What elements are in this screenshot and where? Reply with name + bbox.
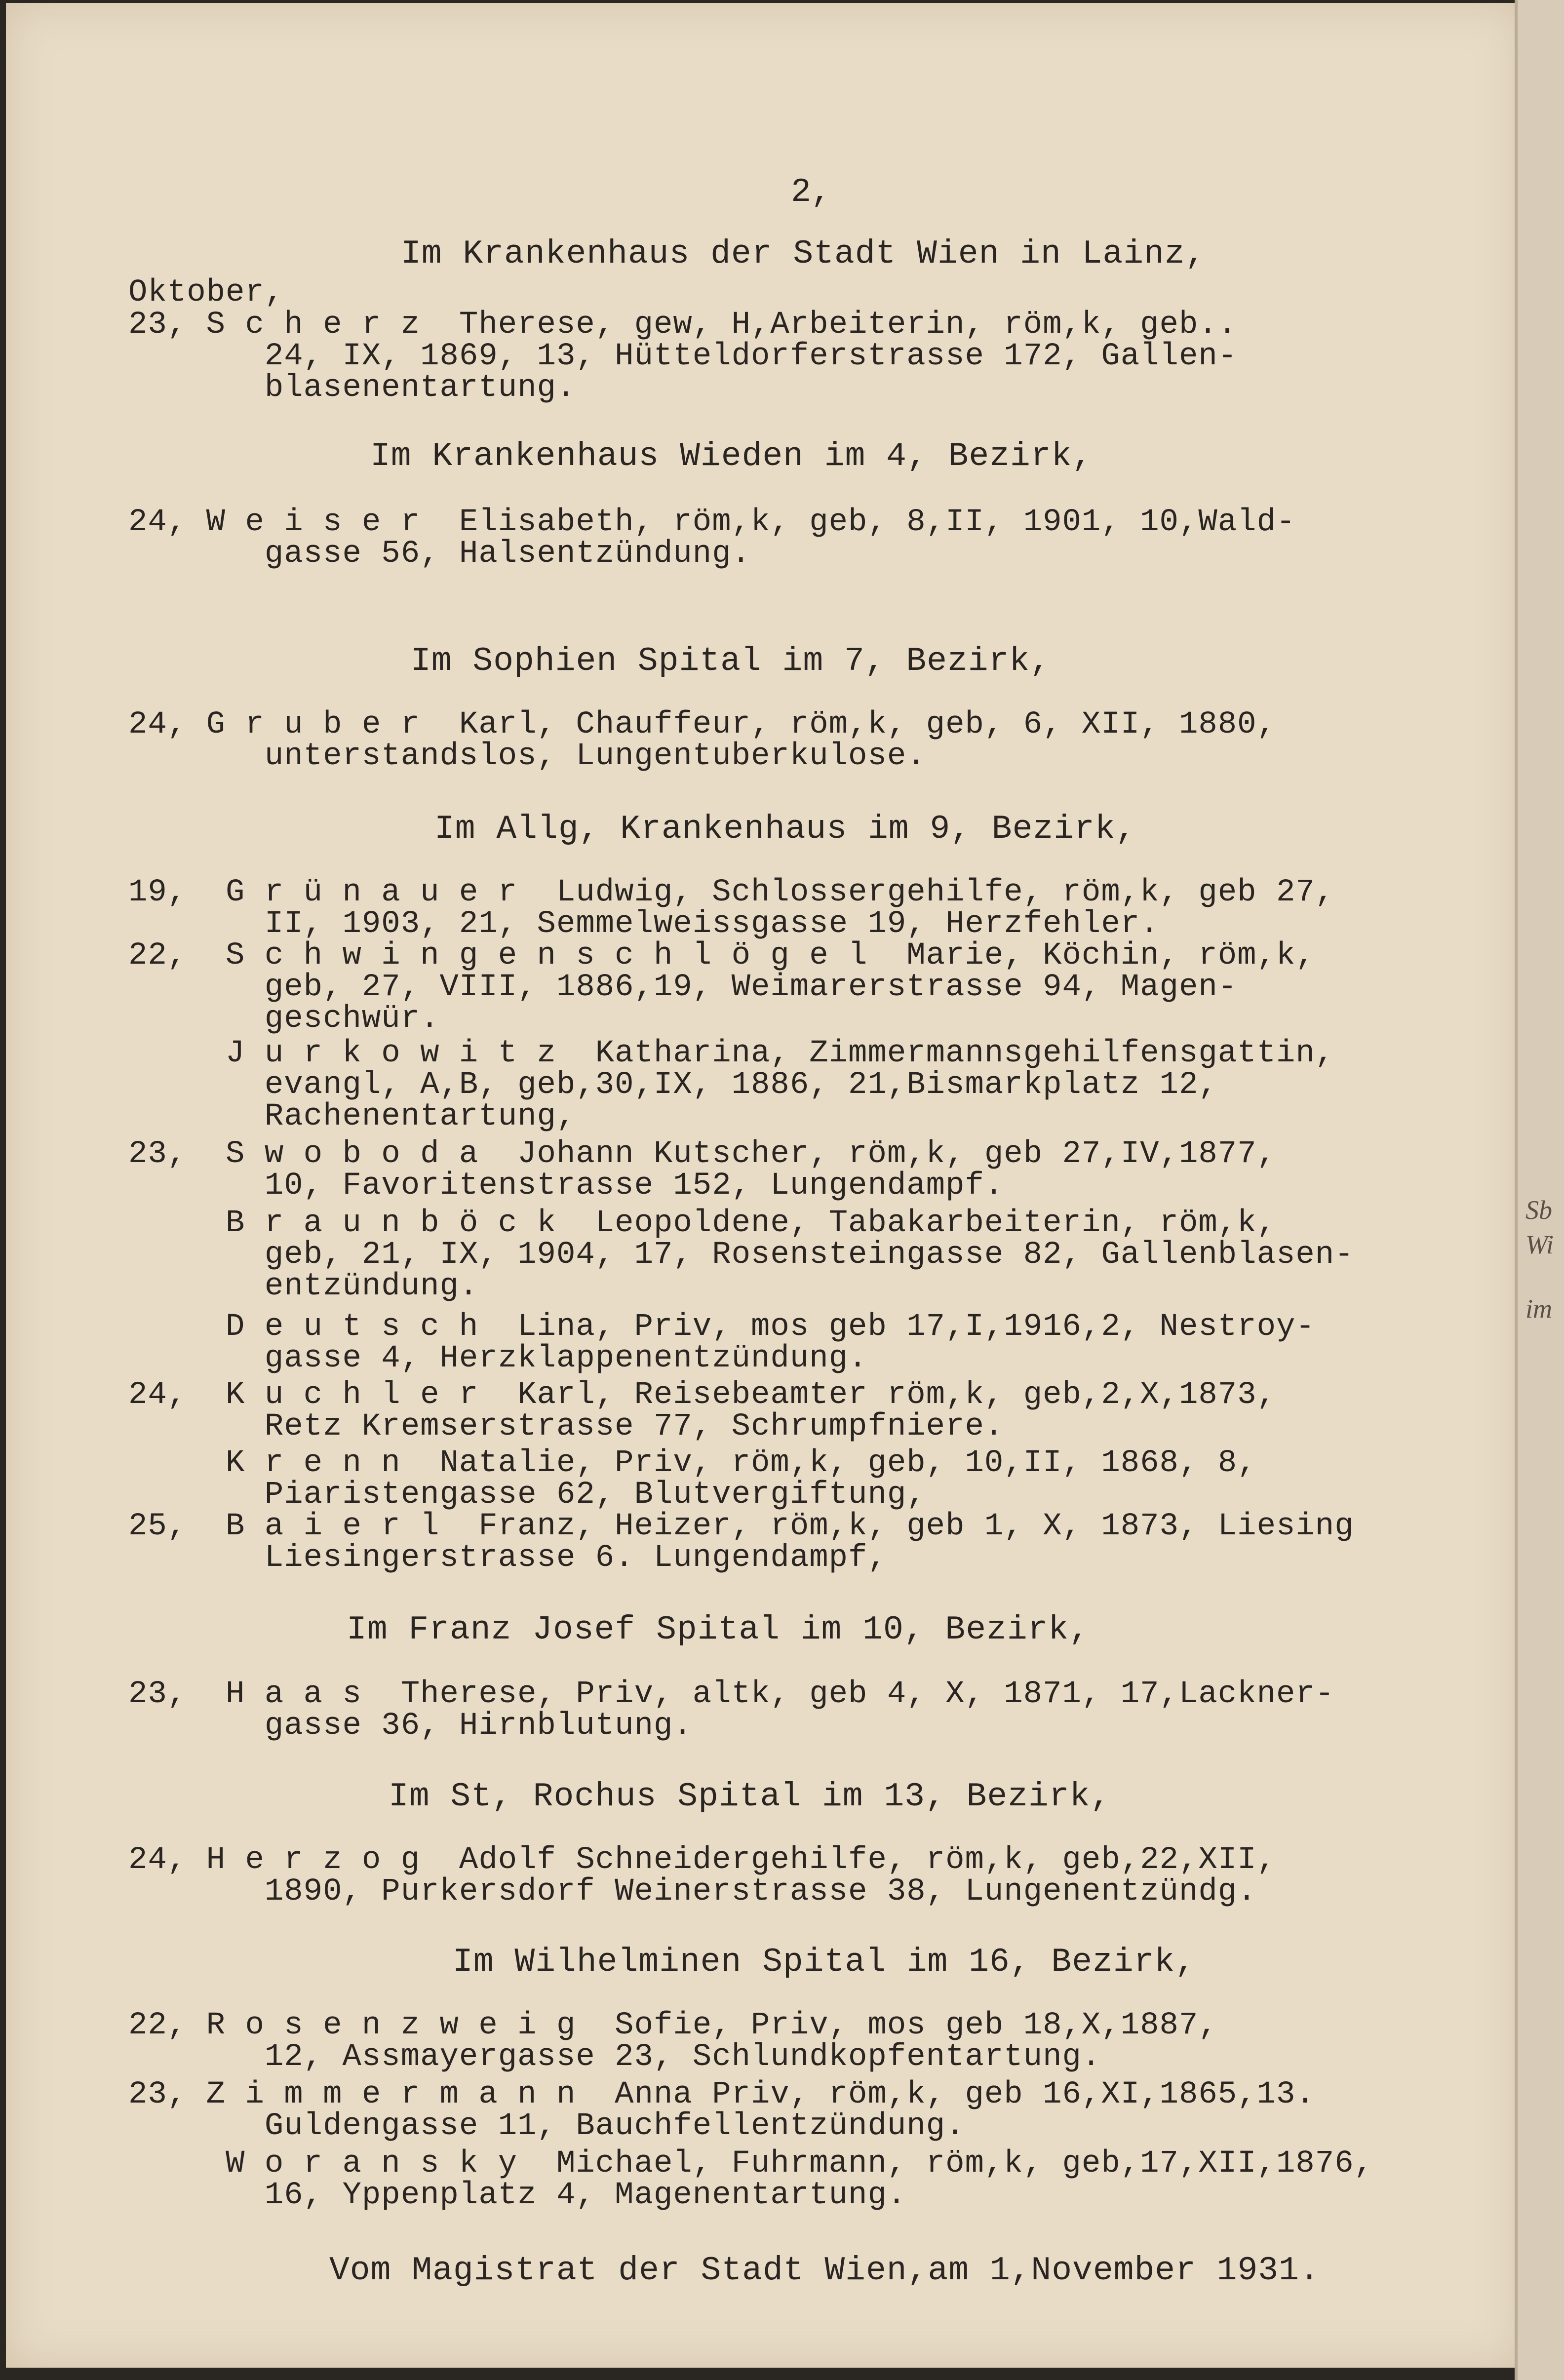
entry-line: 24, W e i s e r Elisabeth, röm,k, geb, 8,II, 1901, 10,Wald- — [128, 505, 1296, 540]
margin-note: Sb — [1525, 1195, 1552, 1225]
margin-note: im — [1525, 1294, 1552, 1324]
entry-line: blasenentartung. — [128, 370, 576, 406]
entry-line: 25, B a i e r l Franz, Heizer, röm,k, geb 1, X, 1873, Liesing — [128, 1509, 1354, 1544]
entry-line: gasse 56, Halsentzündung. — [128, 536, 751, 572]
entry-line: B r a u n b ö c k Leopoldene, Tabakarbeiterin, röm,k, — [128, 1206, 1276, 1241]
entry-line: 22, S c h w i n g e n s c h l ö g e l Marie, Köchin, röm,k, — [128, 938, 1315, 974]
entry-line: Guldengasse 11, Bauchfellentzündung. — [128, 2108, 965, 2144]
entry-line: gasse 4, Herzklappenentzündung. — [128, 1341, 868, 1376]
entry-line: 12, Assmayergasse 23, Schlundkopfentartung. — [128, 2039, 1101, 2075]
entry-line: Piaristengasse 62, Blutvergiftung, — [128, 1477, 926, 1513]
entry-line: Retz Kremserstrasse 77, Schrumpfniere. — [128, 1409, 1004, 1444]
entry-line: 24, K u c h l e r Karl, Reisebeamter röm,k, geb,2,X,1873, — [128, 1377, 1276, 1413]
document-page — [6, 3, 1522, 2368]
entry-line: Liesingerstrasse 6. Lungendampf, — [128, 1540, 887, 1576]
entry-line: 24, G r u b e r Karl, Chauffeur, röm,k, geb, 6, XII, 1880, — [128, 707, 1276, 742]
section-heading-wieden: Im Krankenhaus Wieden im 4, Bezirk, — [370, 437, 1093, 475]
entry-line: K r e n n Natalie, Priv, röm,k, geb, 10,II, 1868, 8, — [128, 1445, 1257, 1481]
margin-note: Wi — [1525, 1230, 1554, 1259]
page-number: 2, — [791, 173, 831, 211]
adjacent-page-edge — [1515, 0, 1564, 2380]
entry-line: entzündung. — [128, 1269, 479, 1304]
entry-line: 24, IX, 1869, 13, Hütteldorferstrasse 172, Gallen- — [128, 339, 1238, 374]
entry-line: Rachenentartung, — [128, 1099, 576, 1134]
entry-line: 19, G r ü n a u e r Ludwig, Schlossergehilfe, röm,k, geb 27, — [128, 875, 1335, 910]
entry-line: J u r k o w i t z Katharina, Zimmermannsgehilfensgattin, — [128, 1036, 1335, 1071]
section-heading-rochus: Im St, Rochus Spital im 13, Bezirk, — [389, 1778, 1111, 1816]
section-heading-wilhelminen: Im Wilhelminen Spital im 16, Bezirk, — [453, 1943, 1196, 1981]
section-heading-lainz: Im Krankenhaus der Stadt Wien in Lainz, — [401, 235, 1206, 273]
entry-line: gasse 36, Hirnblutung. — [128, 1708, 693, 1744]
entry-line: 23, S w o b o d a Johann Kutscher, röm,k, geb 27,IV,1877, — [128, 1136, 1276, 1172]
entry-line: 22, R o s e n z w e i g Sofie, Priv, mos geb 18,X,1887, — [128, 2008, 1218, 2043]
section-heading-sophien: Im Sophien Spital im 7, Bezirk, — [411, 642, 1051, 680]
entry-line: II, 1903, 21, Semmelweissgasse 19, Herzfehler. — [128, 906, 1160, 942]
entry-line: 10, Favoritenstrasse 152, Lungendampf. — [128, 1168, 1004, 1204]
entry-line: D e u t s c h Lina, Priv, mos geb 17,I,1916,2, Nestroy- — [128, 1309, 1315, 1345]
entry-line: evangl, A,B, geb,30,IX, 1886, 21,Bismarkplatz 12, — [128, 1067, 1218, 1103]
closing-line: Vom Magistrat der Stadt Wien,am 1,November 1931. — [329, 2252, 1320, 2290]
entry-line: geb, 21, IX, 1904, 17, Rosensteingasse 82, Gallenblasen- — [128, 1237, 1354, 1273]
entry-line: geschwür. — [128, 1001, 440, 1037]
entry-line: 16, Yppenplatz 4, Magenentartung. — [128, 2178, 907, 2213]
month-label: Oktober, — [128, 275, 284, 311]
entry-line: 23, S c h e r z Therese, gew, H,Arbeiterin, röm,k, geb.. — [128, 307, 1238, 343]
entry-line: 24, H e r z o g Adolf Schneidergehilfe, röm,k, geb,22,XII, — [128, 1842, 1276, 1878]
entry-line: 23, H a a s Therese, Priv, altk, geb 4, X, 1871, 17,Lackner- — [128, 1677, 1335, 1712]
entry-line: unterstandslos, Lungentuberkulose. — [128, 739, 926, 774]
section-heading-franz-josef: Im Franz Josef Spital im 10, Bezirk, — [347, 1611, 1090, 1649]
section-heading-allg: Im Allg, Krankenhaus im 9, Bezirk, — [434, 810, 1136, 848]
entry-line: 1890, Purkersdorf Weinerstrasse 38, Lungenentzündg. — [128, 1874, 1257, 1910]
entry-line: W o r a n s k y Michael, Fuhrmann, röm,k, geb,17,XII,1876, — [128, 2146, 1373, 2182]
entry-line: geb, 27, VIII, 1886,19, Weimarerstrasse 94, Magen- — [128, 970, 1238, 1005]
entry-line: 23, Z i m m e r m a n n Anna Priv, röm,k, geb 16,XI,1865,13. — [128, 2077, 1315, 2112]
